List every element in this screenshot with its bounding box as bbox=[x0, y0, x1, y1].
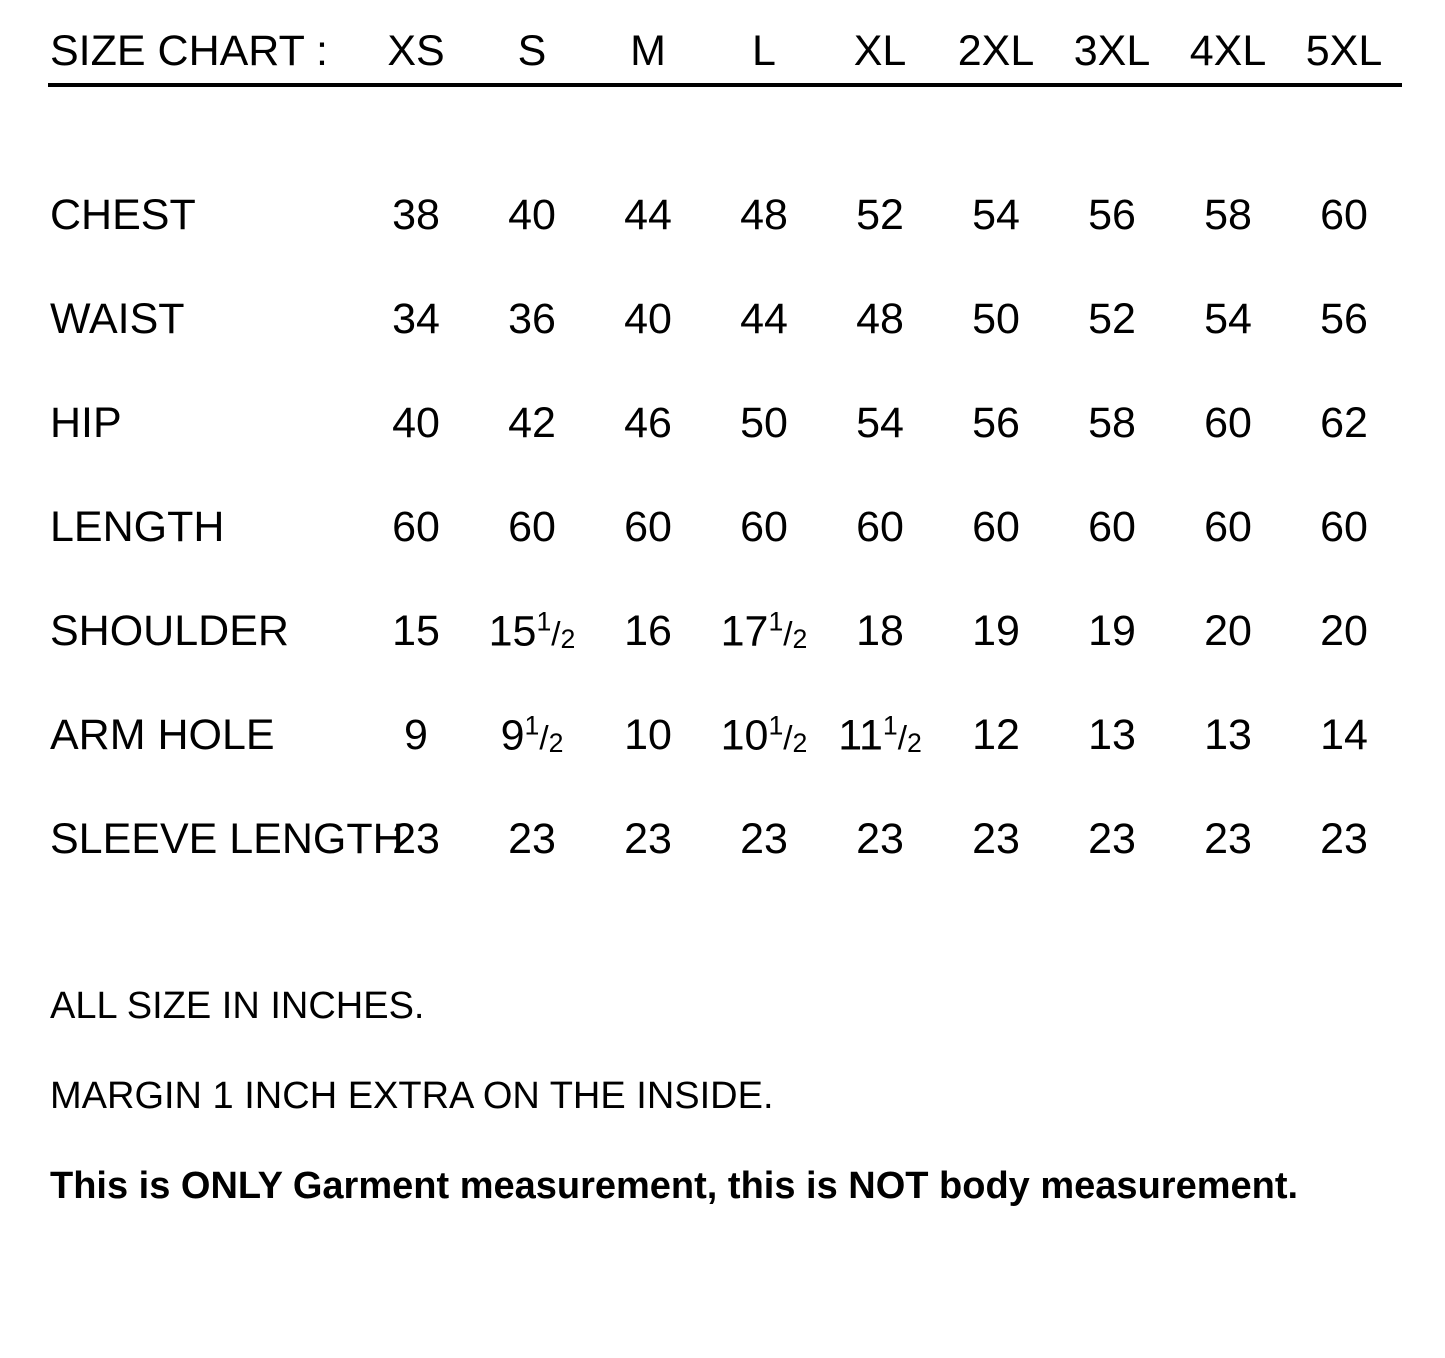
cell-sleeve-5xl: 23 bbox=[1320, 814, 1368, 863]
cell-shoulder-3xl: 19 bbox=[1088, 606, 1136, 655]
size-chart-table bbox=[48, 27, 1402, 891]
row-label-hip: HIP bbox=[50, 398, 122, 447]
cell-waist-3xl: 52 bbox=[1088, 294, 1136, 343]
column-header-3xl: 3XL bbox=[1073, 27, 1151, 75]
table-row bbox=[48, 475, 1402, 579]
cell-waist-s: 36 bbox=[508, 294, 556, 343]
cell-chest-xl: 52 bbox=[856, 190, 904, 239]
note-disclaimer: This is ONLY Garment measurement, this is NOT body measurement. bbox=[50, 1165, 1299, 1207]
column-header-2xl: 2XL bbox=[957, 27, 1035, 75]
cell-waist-l: 44 bbox=[740, 294, 788, 343]
cell-hip-xs: 40 bbox=[392, 398, 440, 447]
cell-armhole-5xl: 14 bbox=[1320, 710, 1368, 759]
cell-length-m: 60 bbox=[624, 502, 672, 551]
row-label-length: LENGTH bbox=[50, 502, 225, 551]
cell-waist-4xl: 54 bbox=[1204, 294, 1252, 343]
table-row bbox=[48, 371, 1402, 475]
cell-sleeve-l: 23 bbox=[740, 814, 788, 863]
cell-armhole-2xl: 12 bbox=[972, 710, 1020, 759]
cell-length-2xl: 60 bbox=[972, 502, 1020, 551]
table-row bbox=[48, 163, 1402, 267]
cell-hip-4xl: 60 bbox=[1204, 398, 1252, 447]
cell-armhole-3xl: 13 bbox=[1088, 710, 1136, 759]
cell-chest-xs: 38 bbox=[392, 190, 440, 239]
row-label-arm-hole: ARM HOLE bbox=[50, 710, 275, 759]
cell-chest-3xl: 56 bbox=[1088, 190, 1136, 239]
cell-armhole-xs: 9 bbox=[404, 710, 428, 759]
cell-armhole-l: 101/2 bbox=[720, 710, 808, 760]
cell-hip-3xl: 58 bbox=[1088, 398, 1136, 447]
cell-shoulder-4xl: 20 bbox=[1204, 606, 1252, 655]
cell-hip-xl: 54 bbox=[856, 398, 904, 447]
cell-chest-5xl: 60 bbox=[1320, 190, 1368, 239]
cell-hip-5xl: 62 bbox=[1320, 398, 1368, 447]
header-spacer-row bbox=[48, 91, 1402, 163]
cell-hip-m: 46 bbox=[624, 398, 672, 447]
notes-section bbox=[48, 987, 1400, 1205]
header-divider bbox=[48, 73, 1402, 91]
cell-length-xs: 60 bbox=[392, 502, 440, 551]
column-header-4xl: 4XL bbox=[1189, 27, 1267, 75]
cell-hip-2xl: 56 bbox=[972, 398, 1020, 447]
table-row bbox=[48, 683, 1402, 787]
cell-chest-2xl: 54 bbox=[972, 190, 1020, 239]
cell-shoulder-xs: 15 bbox=[392, 606, 440, 655]
header-row bbox=[48, 30, 1402, 73]
cell-chest-m: 44 bbox=[624, 190, 672, 239]
note-margin: MARGIN 1 INCH EXTRA ON THE INSIDE. bbox=[50, 1075, 774, 1117]
column-header-xl: XL bbox=[853, 27, 907, 75]
row-label-chest: CHEST bbox=[50, 190, 196, 239]
table-row bbox=[48, 579, 1402, 683]
cell-length-4xl: 60 bbox=[1204, 502, 1252, 551]
column-header-s: S bbox=[517, 27, 547, 75]
page-title: SIZE CHART : bbox=[50, 27, 328, 75]
column-header-m: M bbox=[630, 27, 666, 75]
cell-shoulder-m: 16 bbox=[624, 606, 672, 655]
cell-hip-l: 50 bbox=[740, 398, 788, 447]
cell-length-5xl: 60 bbox=[1320, 502, 1368, 551]
cell-waist-5xl: 56 bbox=[1320, 294, 1368, 343]
cell-length-l: 60 bbox=[740, 502, 788, 551]
row-label-waist: WAIST bbox=[50, 294, 185, 343]
cell-sleeve-xl: 23 bbox=[856, 814, 904, 863]
table-body bbox=[48, 91, 1402, 891]
table-row bbox=[48, 787, 1402, 891]
cell-sleeve-2xl: 23 bbox=[972, 814, 1020, 863]
cell-length-3xl: 60 bbox=[1088, 502, 1136, 551]
header-divider-row bbox=[48, 73, 1402, 91]
column-header-l: L bbox=[752, 27, 776, 75]
note-units: ALL SIZE IN INCHES. bbox=[50, 985, 425, 1027]
cell-waist-xl: 48 bbox=[856, 294, 904, 343]
cell-sleeve-s: 23 bbox=[508, 814, 556, 863]
row-label-sleeve-length: SLEEVE LENGTH bbox=[50, 814, 404, 863]
cell-length-s: 60 bbox=[508, 502, 556, 551]
cell-armhole-m: 10 bbox=[624, 710, 672, 759]
cell-shoulder-s: 151/2 bbox=[488, 606, 576, 656]
cell-shoulder-xl: 18 bbox=[856, 606, 904, 655]
row-label-shoulder: SHOULDER bbox=[50, 606, 289, 655]
column-header-xs: XS bbox=[387, 27, 445, 75]
cell-chest-l: 48 bbox=[740, 190, 788, 239]
cell-chest-s: 40 bbox=[508, 190, 556, 239]
cell-hip-s: 42 bbox=[508, 398, 556, 447]
cell-armhole-s: 91/2 bbox=[500, 710, 564, 760]
cell-chest-4xl: 58 bbox=[1204, 190, 1252, 239]
cell-waist-xs: 34 bbox=[392, 294, 440, 343]
cell-sleeve-4xl: 23 bbox=[1204, 814, 1252, 863]
cell-waist-m: 40 bbox=[624, 294, 672, 343]
cell-sleeve-xs: 23 bbox=[392, 814, 440, 863]
cell-length-xl: 60 bbox=[856, 502, 904, 551]
cell-waist-2xl: 50 bbox=[972, 294, 1020, 343]
table-header bbox=[48, 27, 1402, 91]
column-header-5xl: 5XL bbox=[1305, 27, 1383, 75]
cell-shoulder-2xl: 19 bbox=[972, 606, 1020, 655]
cell-shoulder-5xl: 20 bbox=[1320, 606, 1368, 655]
cell-armhole-4xl: 13 bbox=[1204, 710, 1252, 759]
table-row bbox=[48, 267, 1402, 371]
cell-shoulder-l: 171/2 bbox=[720, 606, 808, 656]
cell-sleeve-3xl: 23 bbox=[1088, 814, 1136, 863]
cell-armhole-xl: 111/2 bbox=[838, 710, 922, 760]
cell-sleeve-m: 23 bbox=[624, 814, 672, 863]
